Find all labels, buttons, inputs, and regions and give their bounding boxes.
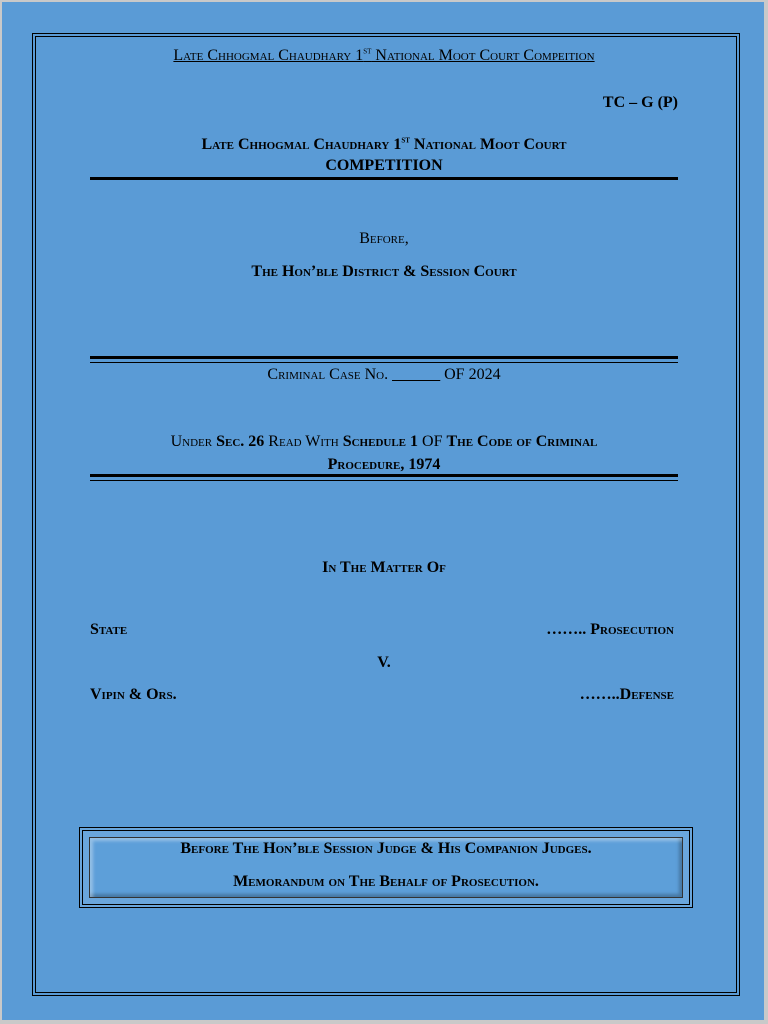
title-line2: COMPETITION [325,157,443,174]
respondent-role: ……..Defense [579,686,674,703]
versus: V. [377,654,391,671]
statute-reference [90,430,678,476]
title-rule [90,177,678,180]
court-name: The Hon’ble District & Session Court [251,263,517,280]
case-prefix: Criminal Case No. [267,366,389,383]
respondent-name: Vipin & Ors. [90,686,177,703]
statute-section: Sec. 26 [216,433,265,450]
memorandum-box [79,827,693,908]
matter-heading: In The Matter Of [322,559,446,576]
case-rule-top [90,356,678,363]
statute-under: Under [170,433,213,450]
case-suffix: OF 2024 [444,366,501,383]
competition-header [0,47,768,65]
before-label: Before, [359,230,409,247]
team-code: TC – G (P) [602,94,678,111]
statute-of: OF [422,433,443,450]
case-blank: ______ [392,366,441,383]
header-superscript: st [363,45,372,57]
statute-rule [90,474,678,481]
title-text: Late Chhogmal Chaudhary 1 [201,136,402,153]
title-superscript: st [401,134,410,146]
competition-title [90,134,678,176]
statute-read-with: Read With [268,433,339,450]
statute-code-cont: Procedure, 1974 [327,456,441,473]
header-text: Late Chhogmal Chaudhary 1 [173,47,364,64]
bench-line: Before The Hon’ble Session Judge & His Companion Judges. [180,840,592,857]
title-text-cont: National Moot Court [409,136,567,153]
petitioner-name: State [90,621,128,638]
petitioner-role: …….. Prosecution [546,621,674,638]
statute-code: The Code of Criminal [446,433,598,450]
memorandum-box-inner [89,837,683,898]
case-number [90,366,678,384]
memorandum-line: Memorandum on The Behalf of Prosecution. [233,873,539,890]
statute-schedule: Schedule 1 [342,433,419,450]
header-text-cont: National Moot Court Compeition [371,47,595,64]
